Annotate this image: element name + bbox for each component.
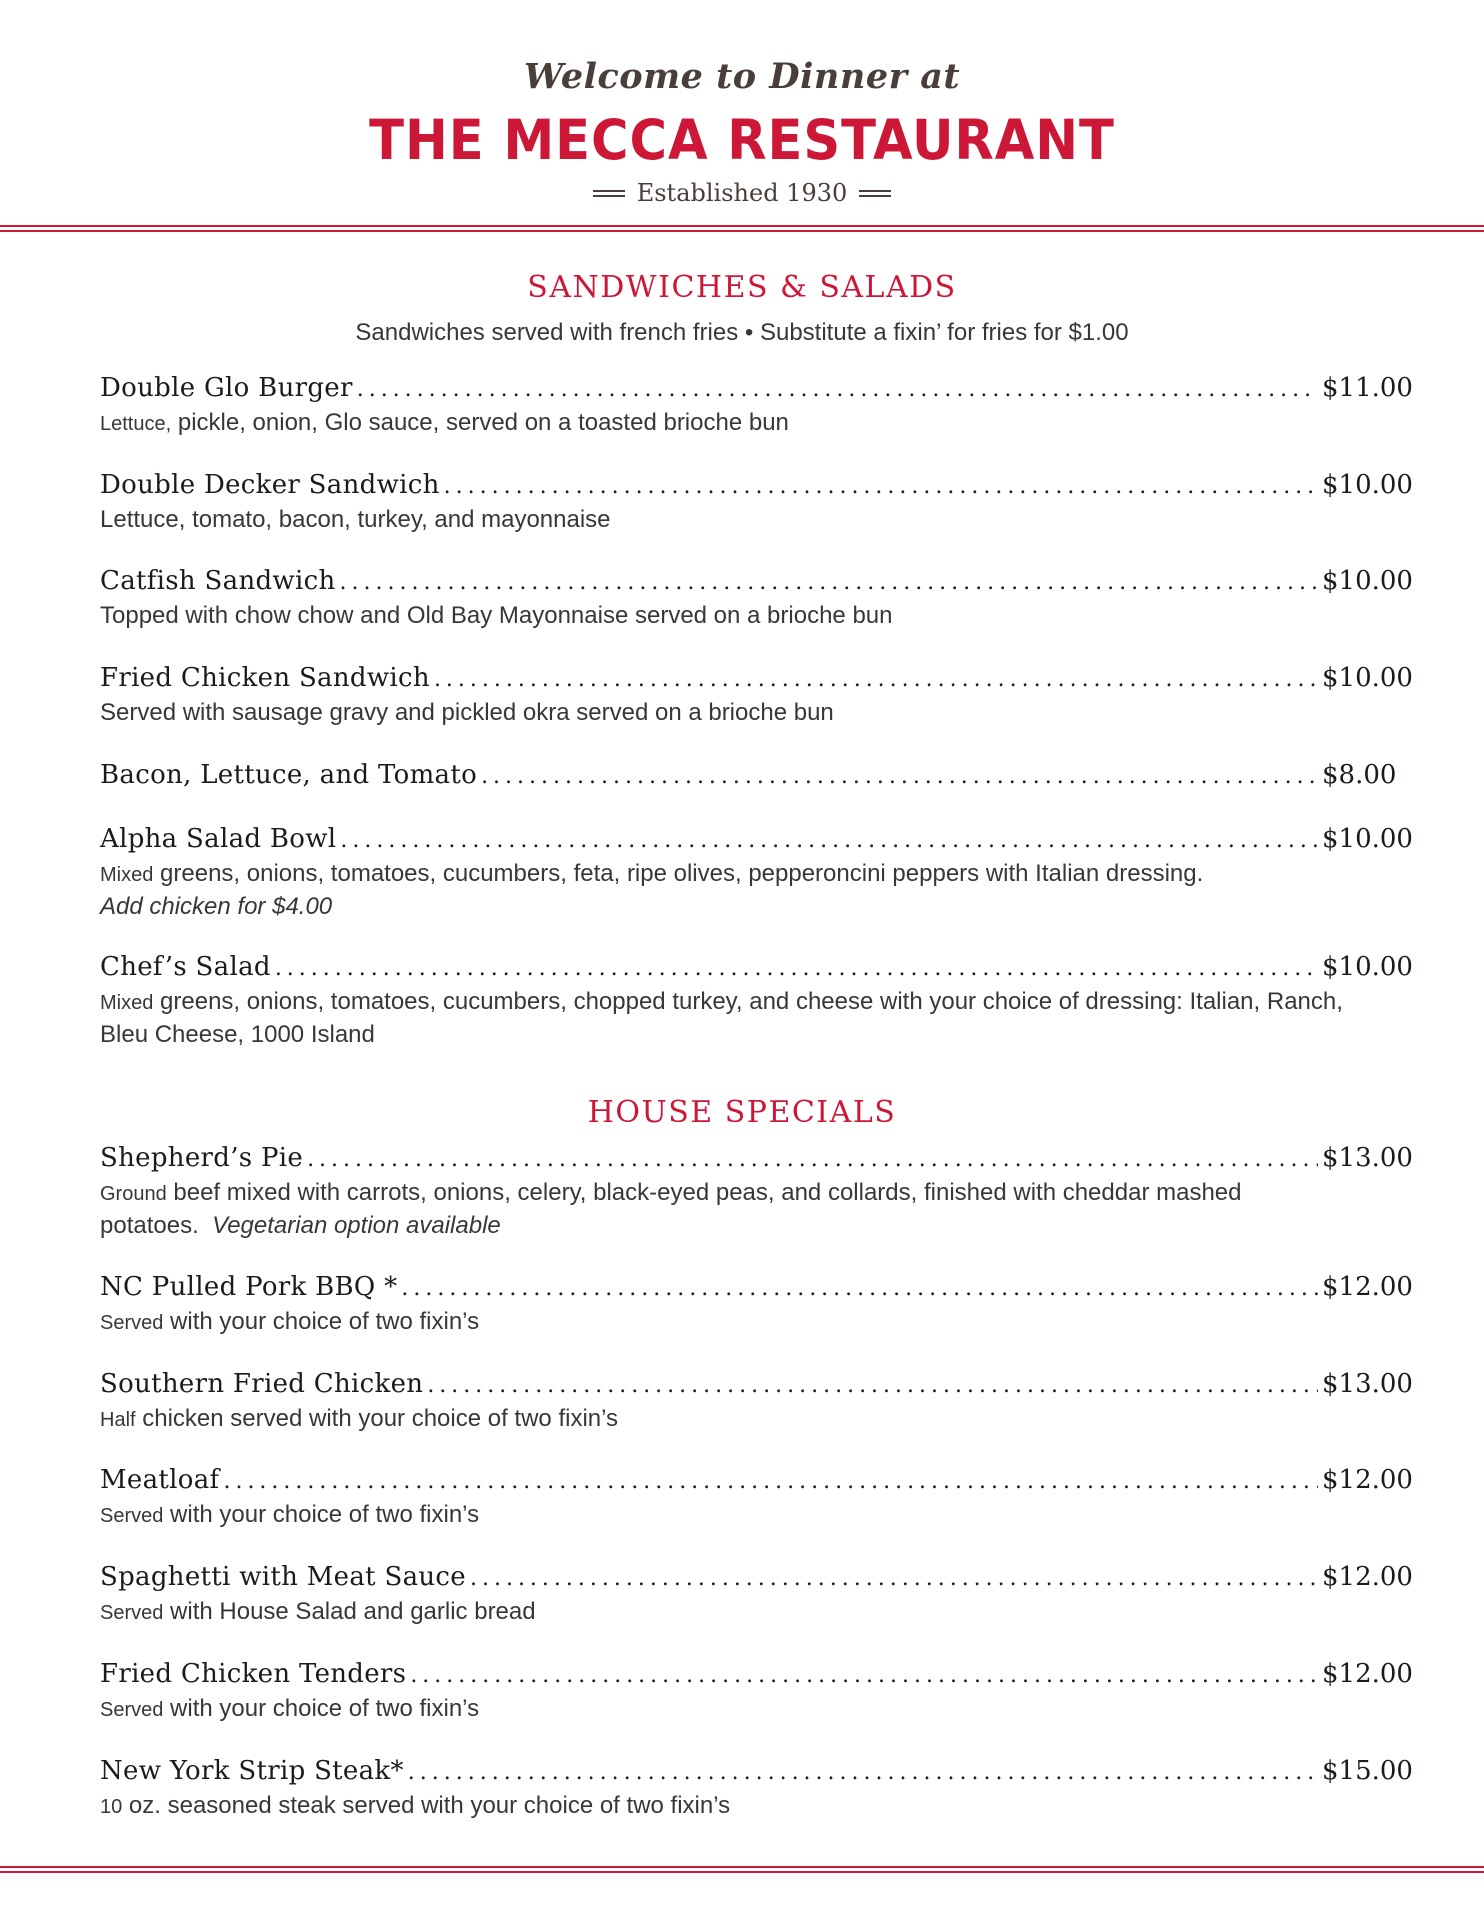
item-price: $11.00 xyxy=(1322,373,1413,403)
item-price: $15.00 xyxy=(1322,1756,1413,1786)
item-name: Southern Fried Chicken xyxy=(100,1369,424,1399)
item-name: Fried Chicken Sandwich xyxy=(100,663,430,693)
ornament-rule-right xyxy=(859,187,891,200)
item-description: Served with House Salad and garlic bread xyxy=(100,1598,536,1625)
item-description: Lettuce, pickle, onion, Glo sauce, served on a toasted brioche bun xyxy=(100,409,789,436)
item-description: Served with your choice of two fixin’s xyxy=(100,1695,480,1722)
item-price: $10.00 xyxy=(1322,470,1413,500)
dot-leader xyxy=(223,1465,1318,1499)
menu-item xyxy=(100,1463,1426,1532)
item-description: Mixed greens, onions, tomatoes, cucumbers, feta, ripe olives, pepperoncini peppers with Italian dressing. Add chicken for $4.00 xyxy=(100,860,1204,920)
established-text: Established 1930 xyxy=(636,179,848,207)
ornament-rule-left xyxy=(593,187,625,200)
item-name: Chef’s Salad xyxy=(100,952,271,982)
item-price: $12.00 xyxy=(1322,1659,1413,1689)
item-description: Served with your choice of two fixin’s xyxy=(100,1501,480,1528)
item-description: 10 oz. seasoned steak served with your choice of two fixin’s xyxy=(100,1792,731,1819)
item-price: $12.00 xyxy=(1322,1272,1413,1302)
item-name: Bacon, Lettuce, and Tomato xyxy=(100,760,478,790)
dot-leader xyxy=(427,1369,1318,1403)
dot-leader xyxy=(275,952,1318,986)
item-name: Spaghetti with Meat Sauce xyxy=(100,1562,466,1592)
section-title-house-specials: HOUSE SPECIALS xyxy=(587,1095,897,1130)
item-name: NC Pulled Pork BBQ * xyxy=(100,1272,398,1302)
dot-leader xyxy=(410,1659,1318,1693)
item-price: $13.00 xyxy=(1322,1369,1413,1399)
dot-leader xyxy=(481,760,1318,794)
established-line xyxy=(0,178,1484,208)
item-name: New York Strip Steak* xyxy=(100,1756,404,1786)
item-description: Half chicken served with your choice of two fixin’s xyxy=(100,1405,619,1432)
menu-item xyxy=(100,1141,1426,1242)
item-price: $13.00 xyxy=(1322,1143,1413,1173)
divider-top xyxy=(0,225,1484,235)
menu-item xyxy=(100,1754,1426,1823)
dot-leader xyxy=(340,824,1318,858)
section-title-sandwiches-salads: SANDWICHES & SALADS xyxy=(527,270,957,305)
menu-item xyxy=(100,758,1426,794)
item-name: Meatloaf xyxy=(100,1465,220,1495)
item-price: $10.00 xyxy=(1322,663,1413,693)
menu-item xyxy=(100,1657,1426,1726)
item-price: $8.00 xyxy=(1322,760,1397,790)
item-name: Double Decker Sandwich xyxy=(100,470,440,500)
dot-leader xyxy=(357,373,1318,407)
section-subtitle: Sandwiches served with french fries • Substitute a fixin’ for fries for $1.00 xyxy=(355,319,1129,346)
item-name: Alpha Salad Bowl xyxy=(100,824,337,854)
item-price: $10.00 xyxy=(1322,824,1413,854)
welcome-text: Welcome to Dinner at xyxy=(523,56,961,97)
item-description: Served with your choice of two fixin’s xyxy=(100,1308,480,1335)
menu-header xyxy=(0,52,1484,208)
item-description: Ground beef mixed with carrots, onions, celery, black-eyed peas, and collards, finished with cheddar mashed potatoes. Vegetarian option available xyxy=(100,1179,1242,1239)
item-price: $12.00 xyxy=(1322,1562,1413,1592)
item-description: Topped with chow chow and Old Bay Mayonnaise served on a brioche bun xyxy=(100,602,893,629)
menu-item xyxy=(100,1560,1426,1629)
item-description: Served with sausage gravy and pickled okra served on a brioche bun xyxy=(100,699,834,726)
dot-leader xyxy=(408,1756,1318,1790)
divider-bottom xyxy=(0,1866,1484,1876)
menu-item xyxy=(100,950,1426,1051)
menu-item xyxy=(100,822,1426,923)
item-description: Mixed greens, onions, tomatoes, cucumbers, chopped turkey, and cheese with your choice of dressing: Italian, Ranch, Bleu Cheese, 1000 Island xyxy=(100,988,1343,1048)
restaurant-name: THE MECCA RESTAURANT xyxy=(369,108,1115,172)
item-name: Catfish Sandwich xyxy=(100,566,336,596)
dot-leader xyxy=(307,1143,1318,1177)
item-name: Shepherd’s Pie xyxy=(100,1143,304,1173)
item-price: $10.00 xyxy=(1322,952,1413,982)
dot-leader xyxy=(401,1272,1318,1306)
menu-item xyxy=(100,1367,1426,1436)
menu-item xyxy=(100,468,1426,536)
item-name: Fried Chicken Tenders xyxy=(100,1659,407,1689)
item-price: $12.00 xyxy=(1322,1465,1413,1495)
dot-leader xyxy=(444,470,1318,504)
dot-leader xyxy=(434,663,1318,697)
menu-item xyxy=(100,661,1426,729)
menu-item xyxy=(100,371,1426,440)
item-note: Add chicken for $4.00 xyxy=(100,893,333,920)
menu-item xyxy=(100,1270,1426,1339)
menu-item xyxy=(100,564,1426,632)
item-name: Double Glo Burger xyxy=(100,373,353,403)
item-description: Lettuce, tomato, bacon, turkey, and mayonnaise xyxy=(100,506,611,533)
item-price: $10.00 xyxy=(1322,566,1413,596)
dot-leader xyxy=(340,566,1318,600)
item-note: Vegetarian option available xyxy=(212,1212,501,1239)
dot-leader xyxy=(470,1562,1318,1596)
